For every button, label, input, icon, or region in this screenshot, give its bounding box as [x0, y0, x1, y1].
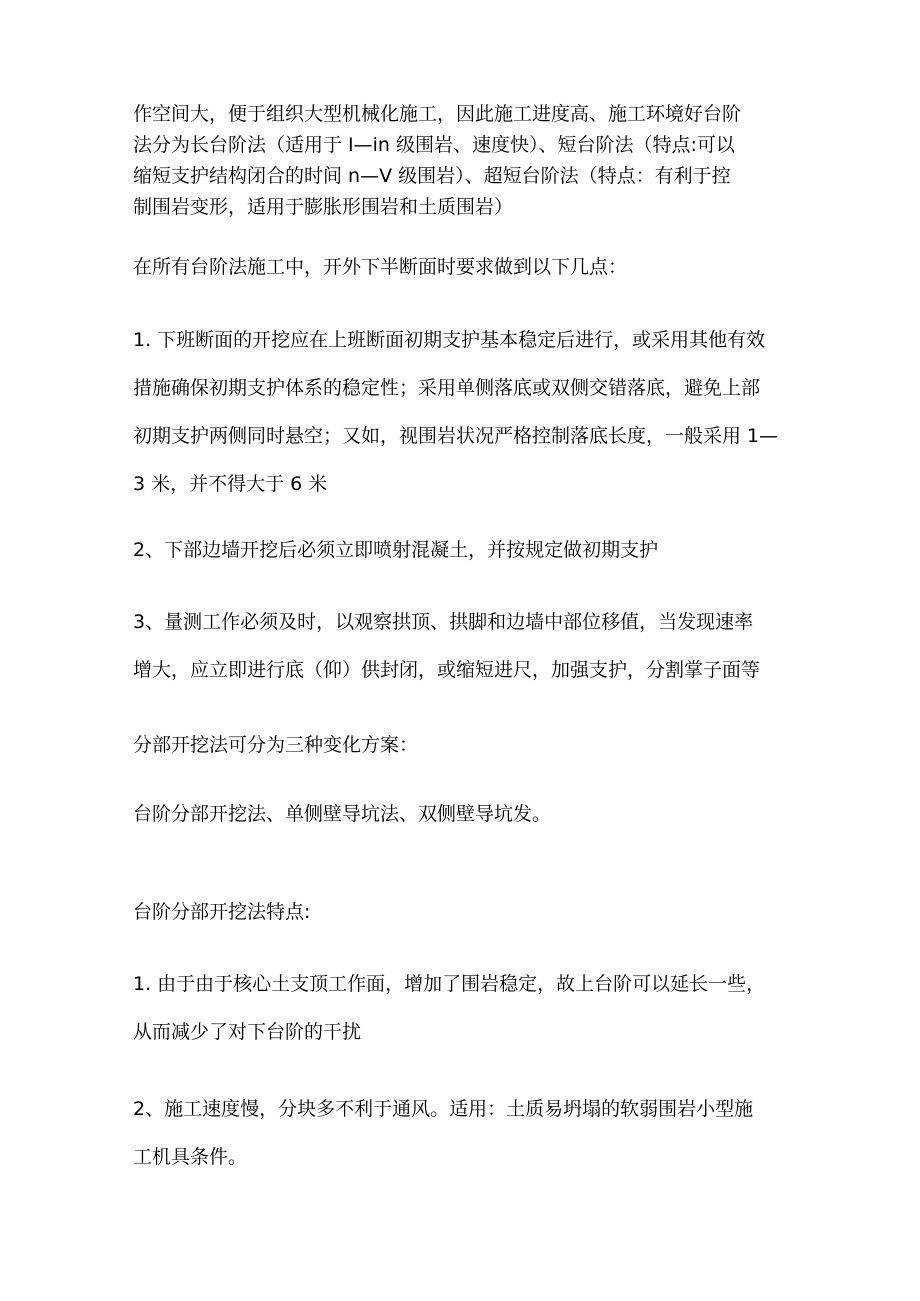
- paragraph-partial-excavation-schemes: [133, 730, 813, 760]
- text-line: 1. 由于由于核心土支顶工作面，增加了围岩稳定，故上台阶可以延长一些，: [133, 973, 766, 995]
- text-line: 在所有台阶法施工中，开外下半断面时要求做到以下几点：: [133, 256, 628, 278]
- text-line: 增大，应立即进行底（仰）供封闭，或缩短进尺，加强支护，分割掌子面等: [133, 659, 761, 681]
- text-line: 2、下部边墙开挖后必须立即喷射混凝土，并按规定做初期支护: [133, 539, 659, 561]
- paragraph-lower-half-requirements: [133, 252, 813, 282]
- paragraph-feature-1: [133, 960, 813, 1056]
- text-line: 制围岩变形，适用于膨胀形围岩和土质围岩）: [133, 196, 514, 218]
- paragraph-point-2: [133, 535, 813, 565]
- text-line: 缩短支护结构闭合的时间 n—V 级围岩）、超短台阶法（特点：有利于控: [133, 165, 731, 187]
- paragraph-point-1: [133, 316, 813, 508]
- text-line: 作空间大，便于组织大型机械化施工，因此施工进度高、施工环境好台阶: [133, 103, 742, 125]
- text-line: 台阶分部开挖法特点:: [133, 901, 311, 923]
- text-line: 初期支护两侧同时悬空；又如，视围岩状况严格控制落底长度，一般采用 1—: [133, 425, 779, 447]
- text-line: 台阶分部开挖法、单侧壁导坑法、双侧壁导坑发。: [133, 803, 552, 825]
- text-line: 从而减少了对下台阶的干扰: [133, 1021, 362, 1043]
- text-line: 法分为长台阶法（适用于 I—in 级围岩、速度快）、短台阶法（特点:可以: [133, 134, 735, 156]
- text-line: 分部开挖法可分为三种变化方案：: [133, 734, 419, 756]
- text-line: 工机具条件。: [133, 1146, 248, 1168]
- paragraph-point-3: [133, 598, 813, 694]
- text-line: 1. 下班断面的开挖应在上班断面初期支护基本稳定后进行，或采用其他有效: [133, 329, 766, 351]
- text-line: 2、施工速度慢，分块多不利于通风。适用：土质易坍塌的软弱围岩小型施: [133, 1098, 754, 1120]
- paragraph-bench-partial-features-heading: [133, 897, 813, 927]
- text-line: 3、量测工作必须及时，以观察拱顶、拱脚和边墙中部位移值，当发现速率: [133, 611, 754, 633]
- paragraph-feature-2: [133, 1085, 813, 1181]
- paragraph-bench-method-intro: [133, 99, 813, 223]
- paragraph-scheme-list: [133, 799, 813, 829]
- text-line: 措施确保初期支护体系的稳定性；采用单侧落底或双侧交错落底，避免上部: [133, 377, 761, 399]
- text-line: 3 米，并不得大于 6 米: [133, 473, 328, 495]
